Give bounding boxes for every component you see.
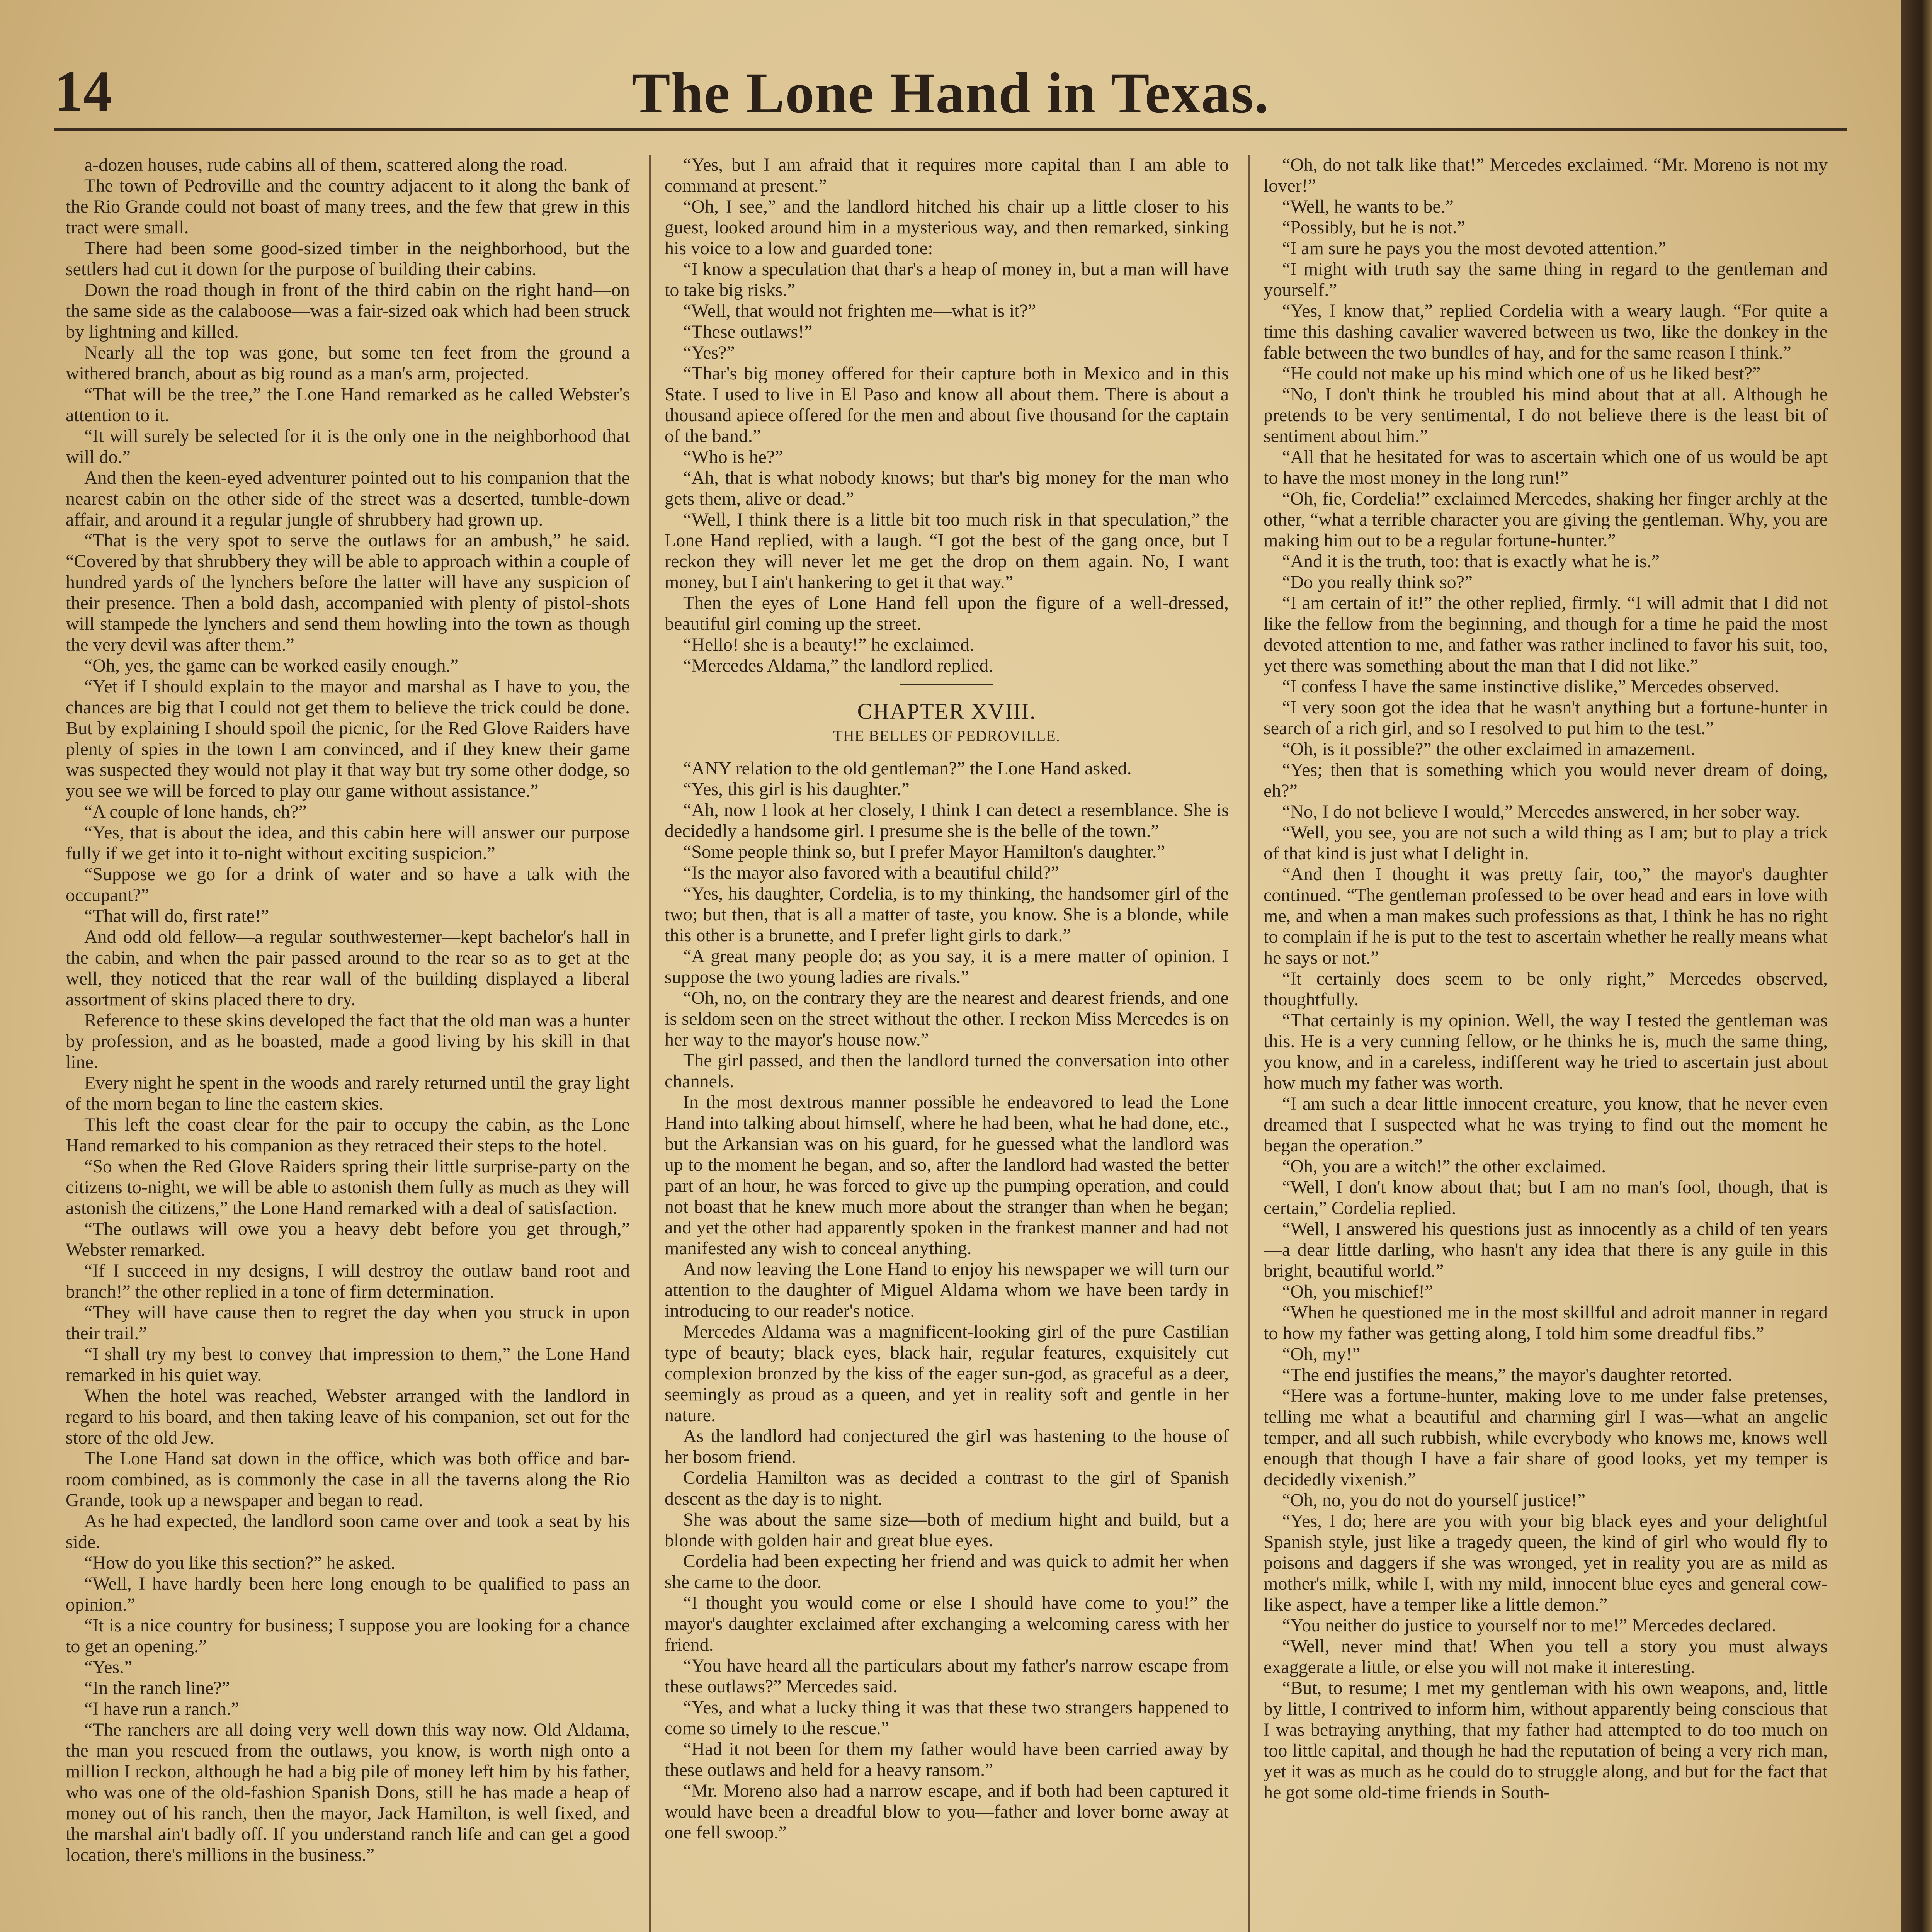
paragraph: Reference to these skins developed the fact that the old man was a hunter by profession, and as he boasted, made a good living by his skill in that line. <box>66 1010 630 1072</box>
paragraph: “No, I don't think he troubled his mind about that at all. Although he pretends to be very sentimental, I do not believe there is the least bit of sentiment about him.” <box>1264 384 1828 446</box>
page-number: 14 <box>54 59 112 123</box>
paragraph: “Oh, no, on the contrary they are the nearest and dearest friends, and one is seldom seen on the street without the other. I reckon Miss Mercedes is on her way to the mayor's house now.” <box>665 988 1229 1050</box>
paragraph: “How do you like this section?” he asked. <box>84 1553 396 1573</box>
paragraph: “I am certain of it!” the other replied, firmly. “I will admit that I did not like the fellow from the beginning, and though for a time he paid the most devoted attention to me, and father was rather inclined to favor his suit, too, yet there was something about the man that I did not like.” <box>1264 593 1828 676</box>
paragraph: “That will do, first rate!” <box>84 906 269 926</box>
paragraph: “I have run a ranch.” <box>84 1699 240 1719</box>
paragraph: “It certainly does seem to be only right,” Mercedes observed, thoughtfully. <box>1264 968 1828 1010</box>
paragraph: “In the ranch line?” <box>84 1678 230 1698</box>
paragraph: “No, I do not believe I would,” Mercedes answered, in her sober way. <box>1282 801 1800 822</box>
paragraph: The Lone Hand sat down in the office, which was both office and bar-room combined, as is commonly the case in all the taverns along the Rio Grande, took up a newspaper and began to read. <box>66 1448 630 1510</box>
paragraph: “A couple of lone hands, eh?” <box>84 801 307 822</box>
text-column-1 <box>66 155 630 1932</box>
text-column-2 <box>665 155 1229 1932</box>
column-2-text-before-chapter <box>665 155 1229 676</box>
paragraph: “Well, you see, you are not such a wild thing as I am; but to play a trick of that kind is just what I delight in. <box>1264 822 1828 864</box>
paragraph: “They will have cause then to regret the day when you struck in upon their trail.” <box>66 1302 630 1344</box>
paragraph: “I confess I have the same instinctive dislike,” Mercedes observed. <box>1282 676 1779 697</box>
paragraph: “These outlaws!” <box>683 321 813 342</box>
paragraph: Cordelia Hamilton was as decided a contrast to the girl of Spanish descent as the day is to night. <box>665 1468 1229 1509</box>
paragraph: “The outlaws will owe you a heavy debt before you get through,” Webster remarked. <box>66 1219 630 1260</box>
paragraph: “Yes, but I am afraid that it requires more capital than I am able to command at present.” <box>665 155 1229 196</box>
paragraph: “I shall try my best to convey that impression to them,” the Lone Hand remarked in his quiet way. <box>66 1344 630 1385</box>
paragraph: “Yes, his daughter, Cordelia, is to my thinking, the handsomer girl of the two; but then, that is all a matter of taste, you know. She is a blonde, while this other is a brunette, and I prefer light girls to dark.” <box>665 883 1229 946</box>
page-title: The Lone Hand in Texas. <box>631 61 1270 125</box>
paragraph: And odd old fellow—a regular southwesterner—kept bachelor's hall in the cabin, and when the pair passed around to the rear so as to get at the well, they noticed that the rear wall of the building displayed a liberal assortment of skins placed there to dry. <box>66 927 630 1010</box>
paragraph: “Yes, that is about the idea, and this cabin here will answer our purpose fully if we get into it to-night without exciting suspicion.” <box>66 822 630 864</box>
paragraph: “Is the mayor also favored with a beautiful child?” <box>683 862 1059 883</box>
paragraph: “Yet if I should explain to the mayor and marshal as I have to you, the chances are big that I could not get them to believe the trick could be done. But by explaining I should spoil the picnic, for the Red Glove Raiders have plenty of spies in the town I am convinced, and if they knew their game was suspected they would not play it that way but try some other dodge, so you see we will be forced to play our game without assistance.” <box>66 676 630 801</box>
paragraph: “He could not make up his mind which one of us he liked best?” <box>1282 363 1761 384</box>
paragraph: “It is a nice country for business; I suppose you are looking for a chance to get an opening.” <box>66 1615 630 1656</box>
paragraph: “ANY relation to the old gentleman?” the Lone Hand asked. <box>683 758 1132 779</box>
paragraph: “I might with truth say the same thing in regard to the gentleman and yourself.” <box>1264 259 1828 300</box>
paragraph: “I am such a dear little innocent creature, you know, that he never even dreamed that I suspected what he was trying to find out the moment he began the operation.” <box>1264 1094 1828 1156</box>
paragraph: “I know a speculation that thar's a heap of money in, but a man will have to take big risks.” <box>665 259 1229 300</box>
paragraph: As he had expected, the landlord soon came over and took a seat by his side. <box>66 1511 630 1552</box>
paragraph: “You neither do justice to yourself nor to me!” Mercedes declared. <box>1282 1615 1776 1636</box>
paragraph: She was about the same size—both of medium hight and build, but a blonde with golden hair and great blue eyes. <box>665 1509 1229 1551</box>
paragraph: “The end justifies the means,” the mayor's daughter retorted. <box>1282 1365 1733 1385</box>
paragraph: “Hello! she is a beauty!” he exclaimed. <box>683 634 974 655</box>
paragraph: “Oh, yes, the game can be worked easily enough.” <box>84 655 459 676</box>
paragraph: “Oh, my!” <box>1282 1344 1361 1364</box>
paragraph: Mercedes Aldama was a magnificent-looking girl of the pure Castilian type of beauty; black eyes, black hair, regular features, exquisitely cut complexion bronzed by the kiss of the eager sun-god, as graceful as a deer, seemingly as proud as a queen, and yet in reality soft and gentle in her nature. <box>665 1321 1229 1425</box>
text-column-3 <box>1264 155 1828 1932</box>
chapter-subtitle: THE BELLES OF PEDROVILLE. <box>833 727 1060 745</box>
paragraph: “Thar's big money offered for their capture both in Mexico and in this State. I used to live in El Paso and know all about them. There is about a thousand apiece offered for the men and about five thousand for the captain of the band.” <box>665 363 1229 446</box>
paragraph: In the most dextrous manner possible he endeavored to lead the Lone Hand into talking about himself, where he had been, what he had done, etc., but the Arkansian was on his guard, for he guessed what the landlord was up to the moment he began, and so, after the landlord had wasted the better part of an hour, he was forced to give up the pumping operation, and could not boast that he knew much more about the stranger than when he began; and yet the other had apparently spoken in the frankest manner and had not manifested any wish to conceal anything. <box>665 1092 1229 1259</box>
header-rule <box>54 128 1847 131</box>
page-header <box>54 58 1847 135</box>
column-divider <box>1248 155 1250 1932</box>
paragraph: The girl passed, and then the landlord turned the conversation into other channels. <box>665 1050 1229 1092</box>
paragraph: “Yes, I do; here are you with your big black eyes and your delightful Spanish style, just like a tragedy queen, the kind of girl who would fly to poisons and daggers if she was wronged, yet in reality you are as mild as mother's milk, while I, with my mild, innocent blue eyes and general cow-like aspect, have a temper like a little demon.” <box>1264 1511 1828 1615</box>
paragraph: Nearly all the top was gone, but some ten feet from the ground a withered branch, about as big round as a man's arm, projected. <box>66 342 630 384</box>
paragraph: “Oh, is it possible?” the other exclaimed in amazement. <box>1282 739 1695 759</box>
paragraph: a-dozen houses, rude cabins all of them, scattered along the road. <box>84 155 568 175</box>
paragraph: “Ah, now I look at her closely, I think I can detect a resemblance. She is decidedly a handsome girl. I presume she is the belle of the town.” <box>665 800 1229 841</box>
paragraph: “All that he hesitated for was to ascertain which one of us would be apt to have the most money in the long run!” <box>1264 447 1828 488</box>
paragraph: “Suppose we go for a drink of water and so have a talk with the occupant?” <box>66 864 630 905</box>
paragraph: “Had it not been for them my father would have been carried away by these outlaws and held for a heavy ransom.” <box>665 1739 1229 1780</box>
paragraph: “But, to resume; I met my gentleman with his own weapons, and, little by little, I contrived to inform him, without apparently being conscious that I was betraying anything, that my father had attempted to do too much on too little capital, and though he had the reputation of being a very rich man, yet it was as much as he could do to struggle along, and but for the fact that he got some old-time friends in South- <box>1264 1678 1828 1803</box>
paragraph: “Oh, do not talk like that!” Mercedes exclaimed. “Mr. Moreno is not my lover!” <box>1264 155 1828 196</box>
paragraph: “Well, never mind that! When you tell a story you must always exaggerate a little, or else you will not make it interesting. <box>1264 1636 1828 1677</box>
paragraph: Cordelia had been expecting her friend and was quick to admit her when she came to the door. <box>665 1551 1229 1592</box>
paragraph: “Yes.” <box>84 1657 133 1677</box>
paragraph: “That is the very spot to serve the outlaws for an ambush,” he said. “Covered by that shrubbery they will be able to approach within a couple of hundred yards of the lynchers before the latter will have any suspicion of their presence. Then a bold dash, accompanied with plenty of pistol-shots will stampede the lynchers and send them howling into the town as though the very devil was after them.” <box>66 530 630 655</box>
chapter-divider <box>900 684 993 685</box>
paragraph: “Well, I think there is a little bit too much risk in that speculation,” the Lone Hand replied, with a laugh. “I got the best of the gang once, but I reckon they will never let me get the drop on them again. No, I want money, but I ain't hankering to get it that way.” <box>665 509 1229 592</box>
paragraph: Down the road though in front of the third cabin on the right hand—on the same side as the calaboose—was a fair-sized oak which had been struck by lightning and killed. <box>66 280 630 342</box>
paragraph: “If I succeed in my designs, I will destroy the outlaw band root and branch!” the other replied in a tone of firm determination. <box>66 1260 630 1302</box>
column-divider <box>649 155 651 1932</box>
paragraph: “Here was a fortune-hunter, making love to me under false pretenses, telling me what a beautiful and charming girl I was—what an angelic temper, and all such rubbish, while everybody who knows me, knows well enough that though I have a fair share of good looks, yet my temper is decidedly vixenish.” <box>1264 1386 1828 1490</box>
page-edge-shadow <box>1901 0 1932 1932</box>
paragraph: Every night he spent in the woods and rarely returned until the gray light of the morn began to line the eastern skies. <box>66 1073 630 1114</box>
paragraph: “The ranchers are all doing very well down this way now. Old Aldama, the man you rescued from the outlaws, you know, is worth nigh onto a million I reckon, although he had a big pile of money left him by his father, who was one of the old-fashion Spanish Dons, still he has made a heap of money out of his ranch, then the mayor, Jack Hamilton, is well fixed, and the marshal ain't badly off. If you understand ranch life and can get a good location, there's millions in the business.” <box>66 1719 630 1865</box>
paragraph: “And it is the truth, too: that is exactly what he is.” <box>1282 551 1660 571</box>
paragraph: “Well, that would not frighten me—what is it?” <box>683 301 1036 321</box>
paragraph: “Well, I have hardly been here long enough to be qualified to pass an opinion.” <box>66 1573 630 1615</box>
paragraph: As the landlord had conjectured the girl was hastening to the house of her bosom friend. <box>665 1426 1229 1467</box>
paragraph: “Yes, and what a lucky thing it was that these two strangers happened to come so timely to the rescue.” <box>665 1697 1229 1738</box>
paragraph: “Mr. Moreno also had a narrow escape, and if both had been captured it would have been a dreadful blow to you—father and lover borne away at one fell swoop.” <box>665 1781 1229 1843</box>
paragraph: “Who is he?” <box>683 447 783 467</box>
column-2-text-after-chapter <box>665 758 1229 1843</box>
paragraph: “A great many people do; as you say, it is a mere matter of opinion. I suppose the two young ladies are rivals.” <box>665 946 1229 987</box>
paragraph: “Some people think so, but I prefer Mayor Hamilton's daughter.” <box>683 842 1165 862</box>
paragraph: The town of Pedroville and the country adjacent to it along the bank of the Rio Grande could not boast of many trees, and the few that grew in this tract were small. <box>66 175 630 238</box>
paragraph: “Yes, this girl is his daughter.” <box>683 779 910 799</box>
paragraph: “Do you really think so?” <box>1282 572 1473 592</box>
paragraph: “Yes, I know that,” replied Cordelia with a weary laugh. “For quite a time this dashing cavalier wavered between us two, like the donkey in the fable between the two bundles of hay, and for the same reason I think.” <box>1264 301 1828 363</box>
paragraph: “So when the Red Glove Raiders spring their little surprise-party on the citizens to-night, we will be able to astonish them fully as much as they will astonish the citizens,” the Lone Hand remarked with a deal of satisfaction. <box>66 1156 630 1218</box>
paragraph: “You have heard all the particulars about my father's narrow escape from these outlaws?” Mercedes said. <box>665 1655 1229 1697</box>
paragraph: “That will be the tree,” the Lone Hand remarked as he called Webster's attention to it. <box>66 384 630 425</box>
paragraph: “Oh, I see,” and the landlord hitched his chair up a little closer to his guest, looked around him in a mysterious way, and then remarked, sinking his voice to a low and guarded tone: <box>665 196 1229 259</box>
paragraph: “Oh, no, you do not do yourself justice!” <box>1282 1490 1586 1510</box>
paragraph: “Oh, you are a witch!” the other exclaimed. <box>1282 1156 1606 1177</box>
paragraph: “I am sure he pays you the most devoted attention.” <box>1282 238 1667 259</box>
paragraph: This left the coast clear for the pair to occupy the cabin, as the Lone Hand remarked to his companion as they retraced their steps to the hotel. <box>66 1114 630 1156</box>
paragraph: There had been some good-sized timber in the neighborhood, but the settlers had cut it down for the purpose of building their cabins. <box>66 238 630 279</box>
paragraph: Then the eyes of Lone Hand fell upon the figure of a well-dressed, beautiful girl coming up the street. <box>665 593 1229 634</box>
paragraph: “I very soon got the idea that he wasn't anything but a fortune-hunter in search of a rich girl, and so I resolved to put him to the test.” <box>1264 697 1828 738</box>
paragraph: And then the keen-eyed adventurer pointed out to his companion that the nearest cabin on the other side of the street was a deserted, tumble-down affair, and around it a regular jungle of shrubbery had grown up. <box>66 468 630 530</box>
paragraph: “Ah, that is what nobody knows; but thar's big money for the man who gets them, alive or dead.” <box>665 468 1229 509</box>
chapter-heading: CHAPTER XVIII. <box>857 699 1036 724</box>
paragraph: “I thought you would come or else I should have come to you!” the mayor's daughter exclaimed after exchanging a welcoming caress with her friend. <box>665 1593 1229 1655</box>
paragraph: “It will surely be selected for it is the only one in the neighborhood that will do.” <box>66 426 630 467</box>
paragraph: “Well, he wants to be.” <box>1282 196 1454 217</box>
paragraph: “Possibly, but he is not.” <box>1282 217 1466 238</box>
paragraph: “Yes?” <box>683 342 735 363</box>
paragraph: “And then I thought it was pretty fair, too,” the mayor's daughter continued. “The gentleman professed to be over head and ears in love with me, and when a man makes such professions as that, I think he has no right to complain if he is put to the test to ascertain whether he really means what he says or not.” <box>1264 864 1828 968</box>
paragraph: “Oh, fie, Cordelia!” exclaimed Mercedes, shaking her finger archly at the other, “what a terrible character you are giving the gentleman. Why, you are making him out to be a regular fortune-hunter.” <box>1264 488 1828 551</box>
paragraph: When the hotel was reached, Webster arranged with the landlord in regard to his board, and then taking leave of his companion, set out for the store of the old Jew. <box>66 1386 630 1448</box>
paragraph: “Yes; then that is something which you would never dream of doing, eh?” <box>1264 760 1828 801</box>
paragraph: “When he questioned me in the most skillful and adroit manner in regard to how my father was getting along, I told him some dreadful fibs.” <box>1264 1302 1828 1344</box>
paragraph: “That certainly is my opinion. Well, the way I tested the gentleman was this. He is a very cunning fellow, or he thinks he is, much the same thing, you know, and in a careless, indifferent way he tried to ascertain just about how much my father was worth. <box>1264 1010 1828 1093</box>
paragraph: And now leaving the Lone Hand to enjoy his newspaper we will turn our attention to the daughter of Miguel Aldama whom we have been tardy in introducing to our reader's notice. <box>665 1259 1229 1321</box>
paragraph: “Oh, you mischief!” <box>1282 1281 1433 1302</box>
paragraph: “Well, I don't know about that; but I am no man's fool, though, that is certain,” Cordelia replied. <box>1264 1177 1828 1218</box>
paragraph: “Mercedes Aldama,” the landlord replied. <box>683 655 993 676</box>
paragraph: “Well, I answered his questions just as innocently as a child of ten years—a dear little darling, who hasn't any idea that there is any guile in this bright, beautiful world.” <box>1264 1219 1828 1281</box>
